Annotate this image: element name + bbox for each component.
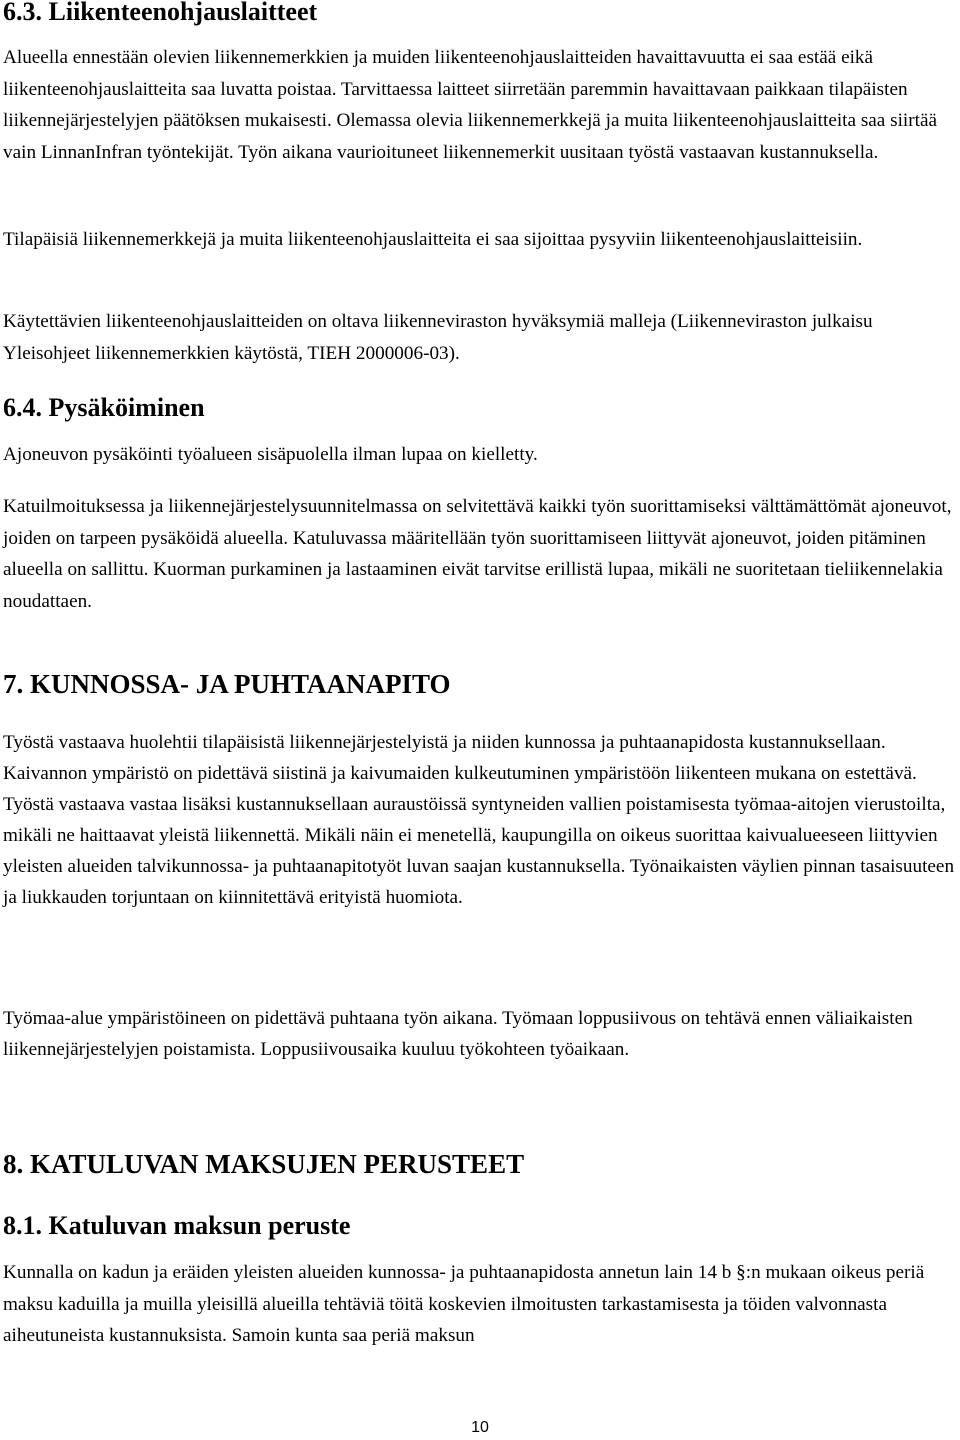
paragraph-6-4-1: Ajoneuvon pysäköinti työalueen sisäpuolella ilman lupaa on kielletty.	[3, 444, 538, 465]
paragraph-8-1-1: Kunnalla on kadun ja eräiden yleisten alueiden kunnossa- ja puhtaanapidosta annetun lain 14 b §:n mukaan oikeus periä maksu kaduilla ja muilla yleisillä alueilla tehtäviä töitä koskevien ilmoitusten tarkastamisesta ja töiden valvonnasta aiheutuneista kustannuksista. Samoin kunta saa periä maksun	[3, 1262, 925, 1346]
paragraph-7-1: Työstä vastaava huolehtii tilapäisistä liikennejärjestelyistä ja niiden kunnossa ja puhtaanapidosta kustannuksellaan. Kaivannon ympäristö on pidettävä siistinä ja kaivumaiden kulkeutuminen ympäristöön liikenteen mukana on estettävä. Työstä vastaava vastaa lisäksi kustannuksellaan auraustöissä syntyneiden vallien poistamisesta työmaa-aitojen vierustoilta, mikäli ne haittaavat yleistä liikennettä. Mikäli näin ei menetellä, kaupungilla on oikeus suorittaa kaivualueeseen liittyvien yleisten alueiden talvikunnossa- ja puhtaanapitotyöt luvan saajan kustannuksella. Työnaikaisten väylien pinnan tasaisuuteen ja liukkauden torjuntaan on kiinnitettävä erityistä huomiota.	[3, 732, 955, 908]
paragraph-7-2: Työmaa-alue ympäristöineen on pidettävä puhtaana työn aikana. Työmaan loppusiivous on tehtävä ennen väliaikaisten liikennejärjestelyjen poistamista. Loppusiivousaika kuuluu työkohteen työaikaan.	[3, 1008, 913, 1060]
paragraph-6-4-2: Katuilmoituksessa ja liikennejärjestelysuunnitelmassa on selvitettävä kaikki työn suorittamiseksi välttämättömät ajoneuvot, joiden on tarpeen pysäköidä alueella. Katuluvassa määritellään työn suorittamiseen liittyvät ajoneuvot, joiden pitäminen alueella on sallittu. Kuorman purkaminen ja lastaaminen eivät tarvitse erillistä lupaa, mikäli ne suoritetaan tieliikennelakia noudattaen.	[3, 496, 952, 612]
heading-8-1: 8.1. Katuluvan maksun peruste	[3, 1211, 351, 1240]
heading-6-3: 6.3. Liikenteenohjauslaitteet	[3, 0, 318, 26]
heading-7: 7. KUNNOSSA- JA PUHTAANAPITO	[3, 669, 451, 699]
page-number: 10	[471, 1419, 489, 1436]
heading-6-4: 6.4. Pysäköiminen	[3, 393, 205, 422]
heading-8: 8. KATULUVAN MAKSUJEN PERUSTEET	[3, 1149, 525, 1179]
paragraph-6-3-2: Tilapäisiä liikennemerkkejä ja muita liikenteenohjauslaitteita ei saa sijoittaa pysyviin liikenteenohjauslaitteisiin.	[3, 229, 863, 250]
paragraph-6-3-1: Alueella ennestään olevien liikennemerkkien ja muiden liikenteenohjauslaitteiden havaittavuutta ei saa estää eikä liikenteenohjauslaitteita saa luvatta poistaa. Tarvittaessa laitteet siirretään paremmin havaittavaan paikkaan tilapäisten liikennejärjestelyjen päätöksen mukaisesti. Olemassa olevia liikennemerkkejä ja muita liikenteenohjauslaitteita saa siirtää vain LinnanInfran työntekijät. Työn aikana vaurioituneet liikennemerkit uusitaan työstä vastaavan kustannuksella.	[3, 47, 938, 163]
paragraph-6-3-3: Käytettävien liikenteenohjauslaitteiden on oltava liikenneviraston hyväksymiä malleja (Liikenneviraston julkaisu Yleisohjeet liikennemerkkien käytöstä, TIEH 2000006-03).	[3, 311, 873, 364]
